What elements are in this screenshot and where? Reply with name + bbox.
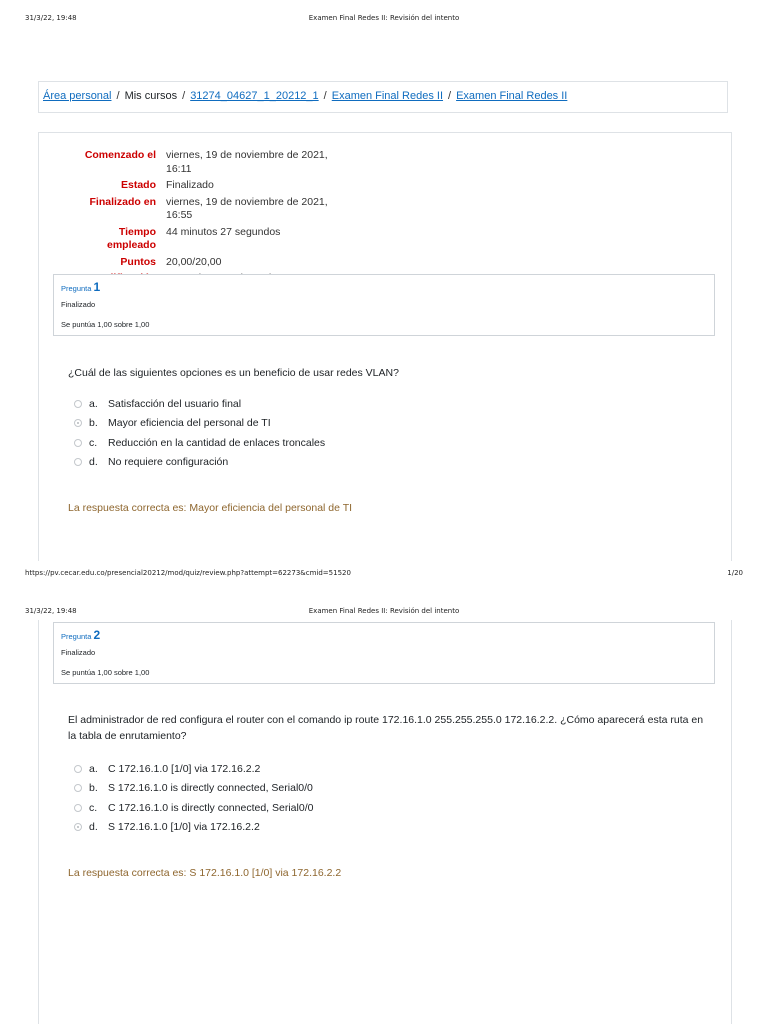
question-number-value: 2	[93, 628, 101, 642]
option-text: S 172.16.1.0 [1/0] via 172.16.2.2	[108, 821, 260, 834]
answer-option-b[interactable]	[74, 414, 325, 434]
breadcrumb	[38, 81, 728, 113]
option-letter: c.	[89, 801, 98, 814]
option-text: No requiere configuración	[108, 456, 229, 469]
question-number	[61, 280, 100, 294]
print-url: https://pv.cecar.edu.co/presencial20212/mod/quiz/review.php?attempt=62273&cmid=51520	[25, 569, 351, 577]
question-2-info	[53, 622, 715, 684]
question-2-correct-answer: La respuesta correcta es: S 172.16.1.0 [1/0] via 172.16.2.2	[68, 867, 342, 879]
summary-row-state	[44, 179, 344, 196]
print-footer	[0, 569, 768, 583]
radio-button-checked[interactable]	[74, 823, 82, 831]
question-prefix: Pregunta	[61, 632, 92, 641]
answer-option-c[interactable]	[74, 433, 325, 453]
question-state: Finalizado	[61, 300, 96, 309]
state-label: Estado	[120, 179, 156, 191]
question-2-answers	[74, 759, 313, 837]
question-1-answers	[74, 394, 325, 472]
breadcrumb-separator: /	[182, 90, 186, 102]
answer-option-b[interactable]	[74, 779, 313, 799]
breadcrumb-separator: /	[323, 90, 327, 102]
time-label	[44, 226, 166, 256]
print-page-number: 1/20	[727, 569, 743, 577]
state-value: Finalizado	[166, 179, 214, 191]
question-1-info	[53, 274, 715, 336]
option-text: C 172.16.1.0 [1/0] via 172.16.2.2	[108, 762, 261, 775]
finished-value: viernes, 19 de noviembre de 2021, 16:55	[166, 195, 328, 221]
option-letter: a.	[89, 762, 98, 775]
question-state: Finalizado	[61, 648, 96, 657]
option-letter: a.	[89, 397, 98, 410]
question-1-correct-answer: La respuesta correcta es: Mayor eficiencia del personal de TI	[68, 502, 353, 514]
option-letter: b.	[89, 417, 98, 430]
question-grade: Se puntúa 1,00 sobre 1,00	[61, 668, 150, 677]
radio-button[interactable]	[74, 458, 82, 466]
time-label-line2: empleado	[106, 239, 156, 251]
question-grade: Se puntúa 1,00 sobre 1,00	[61, 320, 150, 329]
option-letter: d.	[89, 821, 98, 834]
answer-option-a[interactable]	[74, 759, 313, 779]
time-label-line1: Tiempo	[118, 225, 156, 238]
option-text: C 172.16.1.0 is directly connected, Serial0/0	[108, 801, 314, 814]
breadcrumb-courses: Mis cursos	[124, 90, 178, 102]
started-label: Comenzado el	[84, 149, 156, 161]
print-datetime: 31/3/22, 19:48	[25, 14, 77, 22]
print-doc-title: Examen Final Redes II: Revisión del intento	[308, 607, 460, 615]
summary-row-started	[44, 149, 344, 179]
radio-button-checked[interactable]	[74, 419, 82, 427]
finished-label: Finalizado en	[89, 195, 156, 208]
print-doc-title: Examen Final Redes II: Revisión del intento	[308, 14, 460, 22]
option-text: Reducción en la cantidad de enlaces troncales	[108, 436, 326, 449]
print-header	[0, 607, 768, 621]
points-label: Puntos	[120, 255, 156, 268]
print-datetime: 31/3/22, 19:48	[25, 607, 77, 615]
summary-row-finished	[44, 196, 344, 226]
time-value: 44 minutos 27 segundos	[166, 225, 281, 238]
question-1-text: ¿Cuál de las siguientes opciones es un beneficio de usar redes VLAN?	[68, 367, 399, 379]
question-number	[61, 628, 100, 642]
attempt-summary	[44, 149, 344, 289]
radio-button[interactable]	[74, 784, 82, 792]
question-2-text: El administrador de red configura el router con el comando ip route 172.16.1.0 255.255.255.0 172.16.2.2. ¿Cómo aparecerá esta ruta en la tabla de enrutamiento?	[68, 714, 704, 742]
answer-option-d[interactable]	[74, 453, 325, 473]
question-number-value: 1	[93, 280, 101, 294]
breadcrumb-course-link[interactable]: 31274_04627_1_20212_1	[190, 90, 319, 102]
breadcrumb-section-link[interactable]: Examen Final Redes II	[331, 90, 444, 102]
option-letter: c.	[89, 436, 98, 449]
option-text: Satisfacción del usuario final	[108, 397, 242, 410]
answer-option-a[interactable]	[74, 394, 325, 414]
radio-button[interactable]	[74, 400, 82, 408]
summary-row-points	[44, 256, 344, 273]
summary-row-time	[44, 226, 344, 256]
question-prefix: Pregunta	[61, 284, 92, 293]
started-value: viernes, 19 de noviembre de 2021, 16:11	[166, 149, 328, 175]
radio-button[interactable]	[74, 804, 82, 812]
breadcrumb-home-link[interactable]: Área personal	[43, 90, 112, 102]
answer-option-d[interactable]	[74, 818, 313, 838]
option-letter: d.	[89, 456, 98, 469]
answer-option-c[interactable]	[74, 798, 313, 818]
breadcrumb-separator: /	[116, 90, 120, 102]
radio-button[interactable]	[74, 439, 82, 447]
radio-button[interactable]	[74, 765, 82, 773]
option-text: Mayor eficiencia del personal de TI	[108, 417, 271, 430]
option-letter: b.	[89, 782, 98, 795]
breadcrumb-quiz-link[interactable]: Examen Final Redes II	[456, 90, 568, 102]
print-header	[0, 14, 768, 28]
option-text: S 172.16.1.0 is directly connected, Serial0/0	[108, 782, 313, 795]
points-value: 20,00/20,00	[166, 255, 222, 268]
breadcrumb-separator: /	[448, 90, 452, 102]
